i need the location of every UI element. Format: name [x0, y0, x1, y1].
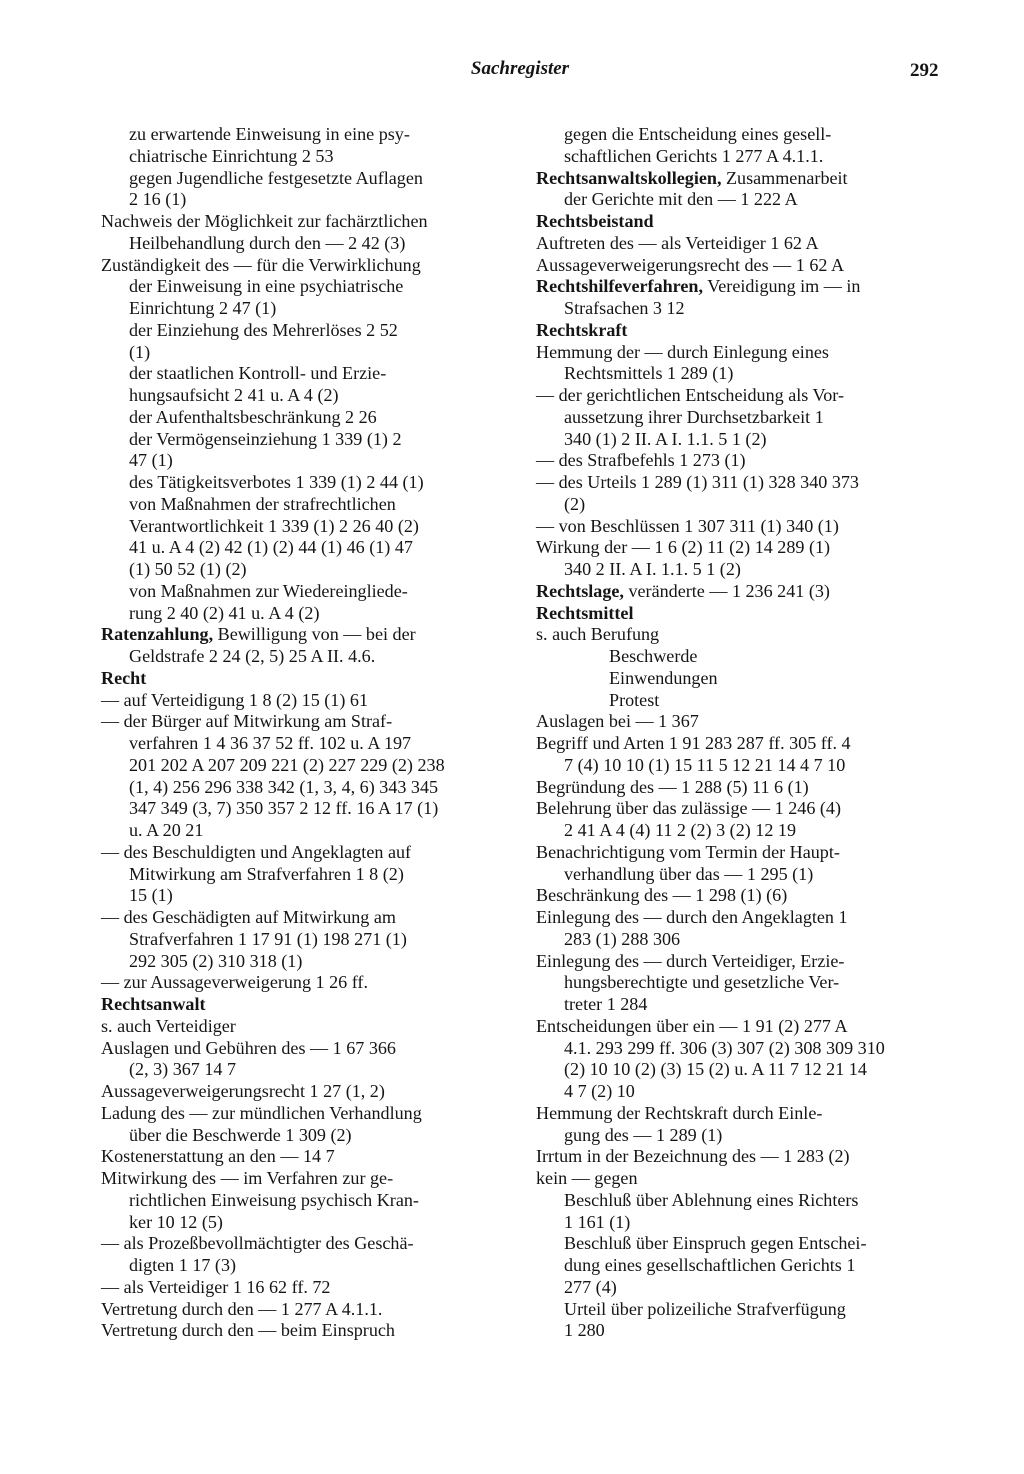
index-entry-text: 7 (4) 10 10 (1) 15 11 5 12 21 14 4 7 10 [564, 754, 846, 775]
index-entry-line [536, 1081, 942, 1103]
index-entry-line [101, 820, 506, 842]
index-entry-text: der Gerichte mit den — 1 222 A [564, 189, 798, 210]
index-entry-text: Urteil über polizeiliche Strafverfügung [564, 1298, 846, 1319]
index-entry-text: — von Beschlüssen 1 307 311 (1) 340 (1) [536, 515, 839, 536]
index-entry-line [101, 298, 506, 320]
index-entry-line [101, 885, 506, 907]
index-entry-text: Protest [609, 689, 660, 710]
index-entry-text: (2) [564, 493, 586, 514]
index-entry-text: Vereidigung im — in [703, 276, 861, 297]
index-entry-line [101, 929, 506, 951]
index-entry-line [536, 407, 942, 429]
index-entry-text: verfahren 1 4 36 37 52 ff. 102 u. A 197 [129, 733, 412, 753]
index-heading [536, 581, 942, 603]
index-entry-line [536, 1233, 942, 1255]
index-entry-line [101, 864, 506, 886]
index-entry-line [536, 864, 942, 886]
index-entry-text: rung 2 40 (2) 41 u. A 4 (2) [129, 602, 320, 623]
index-entry-line [101, 972, 506, 994]
index-entry-line [536, 1016, 942, 1038]
index-entry-text: verhandlung über das — 1 295 (1) [564, 863, 814, 884]
index-entry-text: 2 16 (1) [129, 189, 187, 210]
index-entry-line [536, 885, 942, 907]
index-entry-line [101, 1212, 506, 1234]
index-entry-line [536, 124, 942, 146]
index-entry-line [536, 1146, 942, 1168]
index-entry-text: Beschwerde [609, 646, 698, 666]
index-entry-text: — des Beschuldigten und Angeklagten auf [101, 841, 412, 862]
index-column-left [101, 124, 506, 1342]
index-entry-text: über die Beschwerde 1 309 (2) [129, 1124, 352, 1145]
index-entry-line [101, 798, 506, 820]
index-entry-line [536, 1255, 942, 1277]
index-entry-line [101, 646, 506, 668]
index-entry-text: 4 7 (2) 10 [564, 1081, 635, 1101]
index-entry-line [101, 603, 506, 625]
index-entry-line [101, 255, 506, 277]
index-entry-line [536, 537, 942, 559]
index-entry-text: Zusammenarbeit [721, 167, 848, 188]
index-entry-line [101, 1320, 506, 1342]
index-entry-line [536, 494, 942, 516]
index-entry-line [536, 363, 942, 385]
index-entry-line [536, 189, 942, 211]
index-heading [101, 994, 506, 1016]
running-header-title: Sachregister [470, 58, 570, 79]
index-entry-text: Vertretung durch den — 1 277 A 4.1.1. [101, 1298, 383, 1319]
index-heading-text: Rechtslage, [536, 580, 624, 601]
index-entry-line [536, 1320, 942, 1342]
index-entry-line [101, 146, 506, 168]
index-heading [536, 320, 942, 342]
index-entry-text: Zuständigkeit des — für die Verwirklichung [101, 254, 421, 275]
index-entry-line [101, 189, 506, 211]
index-entry-text: der staatlichen Kontroll- und Erzie- [129, 363, 387, 384]
index-entry-text: ker 10 12 (5) [129, 1211, 223, 1232]
index-heading-text: Ratenzahlung, [101, 624, 214, 645]
index-entry-line [536, 1168, 942, 1190]
index-entry-line [101, 124, 506, 146]
index-entry-line [101, 537, 506, 559]
index-entry-line [536, 1125, 942, 1147]
index-entry-text: Benachrichtigung vom Termin der Haupt- [536, 841, 840, 862]
index-heading-text: Rechtsanwaltskollegien, [536, 167, 722, 188]
index-entry-line [536, 668, 942, 690]
index-heading [101, 624, 506, 646]
index-entry-line [101, 1299, 506, 1321]
index-entry-line [101, 1016, 506, 1038]
index-entry-line [101, 951, 506, 973]
index-entry-text: — als Verteidiger 1 16 62 ff. 72 [101, 1276, 331, 1297]
index-entry-line [536, 755, 942, 777]
index-entry-text: von Maßnahmen zur Wiedereingliede- [129, 580, 408, 601]
index-entry-text: 47 (1) [129, 450, 173, 471]
index-entry-line [101, 494, 506, 516]
index-entry-line [536, 429, 942, 451]
index-entry-text: chiatrische Einrichtung 2 53 [129, 145, 334, 166]
index-entry-line [101, 1103, 506, 1125]
index-entry-text: treter 1 284 [564, 994, 648, 1014]
index-entry-text: Ladung des — zur mündlichen Verhandlung [101, 1102, 422, 1123]
index-entry-text: dung eines gesellschaftlichen Gerichts 1 [564, 1255, 856, 1275]
index-entry-line [101, 407, 506, 429]
index-entry-line [101, 581, 506, 603]
index-entry-line [101, 733, 506, 755]
index-entry-text: Hemmung der Rechtskraft durch Einle- [536, 1102, 823, 1123]
index-entry-text: der Aufenthaltsbeschränkung 2 26 [129, 406, 377, 427]
index-entry-text: 1 161 (1) [564, 1211, 631, 1232]
index-entry-line [536, 820, 942, 842]
index-heading-text: Rechtskraft [536, 319, 628, 340]
index-entry-line [536, 1190, 942, 1212]
index-entry-text: Vertretung durch den — beim Einspruch [101, 1320, 395, 1341]
index-entry-line [536, 233, 942, 255]
index-entry-text: — des Geschädigten auf Mitwirkung am [101, 907, 396, 927]
index-entry-text: — der gerichtlichen Entscheidung als Vor- [536, 385, 844, 405]
index-entry-line [536, 298, 942, 320]
index-entry-text: Begriff und Arten 1 91 283 287 ff. 305 ff. 4 [536, 733, 851, 753]
index-entry-line [101, 755, 506, 777]
index-entry-text: (1) 50 52 (1) (2) [129, 559, 247, 579]
index-entry-text: Heilbehandlung durch den — 2 42 (3) [129, 232, 406, 253]
index-entry-text: Auslagen bei — 1 367 [536, 711, 699, 732]
index-entry-text: 201 202 A 207 209 221 (2) 227 229 (2) 238 [129, 754, 445, 775]
index-entry-text: (1, 4) 256 296 338 342 (1, 3, 4, 6) 343 345 [129, 776, 439, 797]
index-heading-text: Rechtshilfeverfahren, [536, 276, 703, 297]
index-entry-line [536, 711, 942, 733]
index-entry-text: Beschluß über Einspruch gegen Entschei- [564, 1233, 867, 1254]
index-entry-text: Aussageverweigerungsrecht des — 1 62 A [536, 254, 845, 275]
index-entry-text: 340 2 II. A I. 1.1. 5 1 (2) [564, 559, 741, 579]
index-entry-line [101, 472, 506, 494]
index-entry-line [101, 1233, 506, 1255]
index-entry-text: — als Prozeßbevollmächtigter des Geschä- [101, 1233, 414, 1254]
index-entry-line [536, 951, 942, 973]
index-entry-text: s. auch Verteidiger [101, 1015, 236, 1036]
index-entry-line [101, 1255, 506, 1277]
index-entry-line [536, 646, 942, 668]
index-entry-text: Kostenerstattung an den — 14 7 [101, 1146, 335, 1167]
index-column-right [536, 124, 942, 1342]
index-entry-line [101, 516, 506, 538]
index-entry-text: digten 1 17 (3) [129, 1255, 237, 1275]
index-entry-line [101, 1059, 506, 1081]
index-entry-line [101, 1146, 506, 1168]
index-entry-text: (1) [129, 341, 151, 362]
index-entry-text: hungsberechtigte und gesetzliche Ver- [564, 972, 840, 993]
index-heading-text: Rechtsbeistand [536, 211, 654, 231]
index-entry-text: 41 u. A 4 (2) 42 (1) (2) 44 (1) 46 (1) 47 [129, 537, 413, 558]
index-entry-line [101, 1168, 506, 1190]
index-heading [101, 668, 506, 690]
index-entry-text: Hemmung der — durch Einlegung eines [536, 341, 829, 362]
index-entry-line [536, 1038, 942, 1060]
index-entry-line [536, 450, 942, 472]
index-entry-line [101, 1038, 506, 1060]
index-entry-line [101, 1125, 506, 1147]
index-entry-line [101, 320, 506, 342]
index-entry-text: Entscheidungen über ein — 1 91 (2) 277 A [536, 1015, 848, 1036]
index-entry-text: Einlegung des — durch den Angeklagten 1 [536, 907, 848, 927]
index-entry-line [536, 1212, 942, 1234]
index-entry-text: 347 349 (3, 7) 350 357 2 12 ff. 16 A 17 (1) [129, 798, 439, 819]
index-entry-text: Irrtum in der Bezeichnung des — 1 283 (2) [536, 1146, 850, 1167]
index-heading [536, 276, 942, 298]
index-entry-text: Mitwirkung des — im Verfahren zur ge- [101, 1168, 394, 1188]
index-entry-line [536, 842, 942, 864]
index-entry-line [101, 1081, 506, 1103]
index-entry-line [536, 385, 942, 407]
index-entry-text: — der Bürger auf Mitwirkung am Straf- [101, 711, 393, 732]
index-entry-text: Auslagen und Gebühren des — 1 67 366 [101, 1037, 396, 1058]
index-entry-text: richtlichen Einweisung psychisch Kran- [129, 1189, 419, 1210]
index-entry-line [101, 907, 506, 929]
index-entry-text: hungsaufsicht 2 41 u. A 4 (2) [129, 385, 339, 405]
index-entry-line [101, 429, 506, 451]
index-entry-line [101, 211, 506, 233]
index-entry-text: Geldstrafe 2 24 (2, 5) 25 A II. 4.6. [129, 646, 376, 666]
index-entry-line [101, 559, 506, 581]
index-entry-line [536, 733, 942, 755]
index-entry-line [101, 450, 506, 472]
index-entry-text: 283 (1) 288 306 [564, 928, 681, 949]
index-entry-text: — auf Verteidigung 1 8 (2) 15 (1) 61 [101, 689, 368, 710]
index-entry-text: (2, 3) 367 14 7 [129, 1059, 237, 1080]
index-entry-text: Beschränkung des — 1 298 (1) (6) [536, 885, 788, 906]
index-entry-line [101, 777, 506, 799]
index-entry-text: 4.1. 293 299 ff. 306 (3) 307 (2) 308 309 310 [564, 1037, 885, 1058]
index-entry-line [101, 276, 506, 298]
index-entry-text: 340 (1) 2 II. A I. 1.1. 5 1 (2) [564, 428, 767, 449]
index-entry-line [101, 342, 506, 364]
index-entry-line [536, 1277, 942, 1299]
index-entry-line [536, 929, 942, 951]
index-heading-text: Rechtsanwalt [101, 994, 206, 1014]
index-entry-text: — zur Aussageverweigerung 1 26 ff. [101, 972, 368, 993]
index-entry-text: veränderte — 1 236 241 (3) [623, 580, 830, 601]
index-entry-line [536, 559, 942, 581]
index-entry-text: 277 (4) [564, 1276, 617, 1297]
index-entry-line [101, 842, 506, 864]
index-entry-line [536, 777, 942, 799]
index-entry-text: Nachweis der Möglichkeit zur fachärztlichen [101, 211, 428, 231]
index-entry-line [536, 798, 942, 820]
index-entry-text: Belehrung über das zulässige — 1 246 (4) [536, 798, 842, 819]
index-entry-line [536, 146, 942, 168]
index-heading-text: Recht [101, 667, 147, 688]
index-heading [536, 211, 942, 233]
index-entry-text: Bewilligung von — bei der [213, 624, 416, 645]
index-entry-text: — des Strafbefehls 1 273 (1) [536, 450, 746, 471]
index-entry-line [536, 972, 942, 994]
index-entry-text: 292 305 (2) 310 318 (1) [129, 950, 303, 971]
index-entry-text: Einlegung des — durch Verteidiger, Erzie- [536, 950, 845, 971]
index-entry-text: (2) 10 10 (2) (3) 15 (2) u. A 11 7 12 21 14 [564, 1059, 867, 1080]
index-entry-text: Strafverfahren 1 17 91 (1) 198 271 (1) [129, 928, 407, 949]
index-entry-text: — des Urteils 1 289 (1) 311 (1) 328 340 373 [536, 472, 859, 492]
index-entry-text: Auftreten des — als Verteidiger 1 62 A [536, 232, 819, 253]
index-entry-text: Einrichtung 2 47 (1) [129, 298, 277, 318]
index-entry-text: Strafsachen 3 12 [564, 298, 685, 318]
index-entry-line [101, 233, 506, 255]
index-entry-text: schaftlichen Gerichts 1 277 A 4.1.1. [564, 145, 824, 166]
index-entry-text: der Einweisung in eine psychiatrische [129, 276, 404, 297]
index-entry-line [101, 690, 506, 712]
index-entry-text: kein — gegen [536, 1168, 638, 1188]
index-entry-text: Einwendungen [609, 667, 718, 688]
index-entry-line [536, 994, 942, 1016]
index-entry-line [536, 1103, 942, 1125]
index-entry-text: Wirkung der — 1 6 (2) 11 (2) 14 289 (1) [536, 537, 831, 558]
index-entry-line [536, 472, 942, 494]
index-entry-line [536, 516, 942, 538]
index-entry-line [536, 255, 942, 277]
index-heading [536, 603, 942, 625]
index-entry-text: Begründung des — 1 288 (5) 11 6 (1) [536, 776, 809, 797]
index-entry-text: des Tätigkeitsverbotes 1 339 (1) 2 44 (1) [129, 472, 424, 492]
page-number: 292 [910, 60, 939, 81]
index-entry-line [101, 1277, 506, 1299]
index-entry-line [536, 907, 942, 929]
index-entry-text: Mitwirkung am Strafverfahren 1 8 (2) [129, 863, 404, 884]
index-entry-line [101, 363, 506, 385]
index-entry-text: von Maßnahmen der strafrechtlichen [129, 493, 396, 514]
index-entry-text: der Vermögenseinziehung 1 339 (1) 2 [129, 428, 402, 449]
index-entry-line [101, 711, 506, 733]
index-entry-text: Aussageverweigerungsrecht 1 27 (1, 2) [101, 1081, 385, 1101]
index-entry-text: Verantwortlichkeit 1 339 (1) 2 26 40 (2) [129, 515, 419, 536]
index-entry-text: zu erwartende Einweisung in eine psy- [129, 124, 410, 144]
index-entry-line [536, 690, 942, 712]
index-entry-text: s. auch Berufung [536, 624, 660, 645]
index-entry-text: Rechtsmittels 1 289 (1) [564, 363, 734, 384]
index-entry-text: aussetzung ihrer Durchsetzbarkeit 1 [564, 406, 824, 427]
index-entry-line [536, 342, 942, 364]
index-heading [536, 168, 942, 190]
index-entry-line [101, 1190, 506, 1212]
index-entry-text: 1 280 [564, 1320, 605, 1341]
index-entry-text: u. A 20 21 [129, 820, 204, 840]
index-entry-line [101, 168, 506, 190]
index-entry-text: gegen die Entscheidung eines gesell- [564, 124, 832, 144]
index-entry-text: gung des — 1 289 (1) [564, 1124, 723, 1145]
index-entry-text: 2 41 A 4 (4) 11 2 (2) 3 (2) 12 19 [564, 820, 797, 840]
index-entry-line [536, 1299, 942, 1321]
index-entry-line [101, 385, 506, 407]
index-heading-text: Rechtsmittel [536, 602, 634, 623]
index-entry-text: 15 (1) [129, 885, 173, 906]
index-entry-line [536, 1059, 942, 1081]
index-entry-text: Beschluß über Ablehnung eines Richters [564, 1189, 859, 1210]
index-entry-line [536, 624, 942, 646]
index-entry-text: der Einziehung des Mehrerlöses 2 52 [129, 319, 398, 340]
index-entry-text: gegen Jugendliche festgesetzte Auflagen [129, 167, 423, 188]
